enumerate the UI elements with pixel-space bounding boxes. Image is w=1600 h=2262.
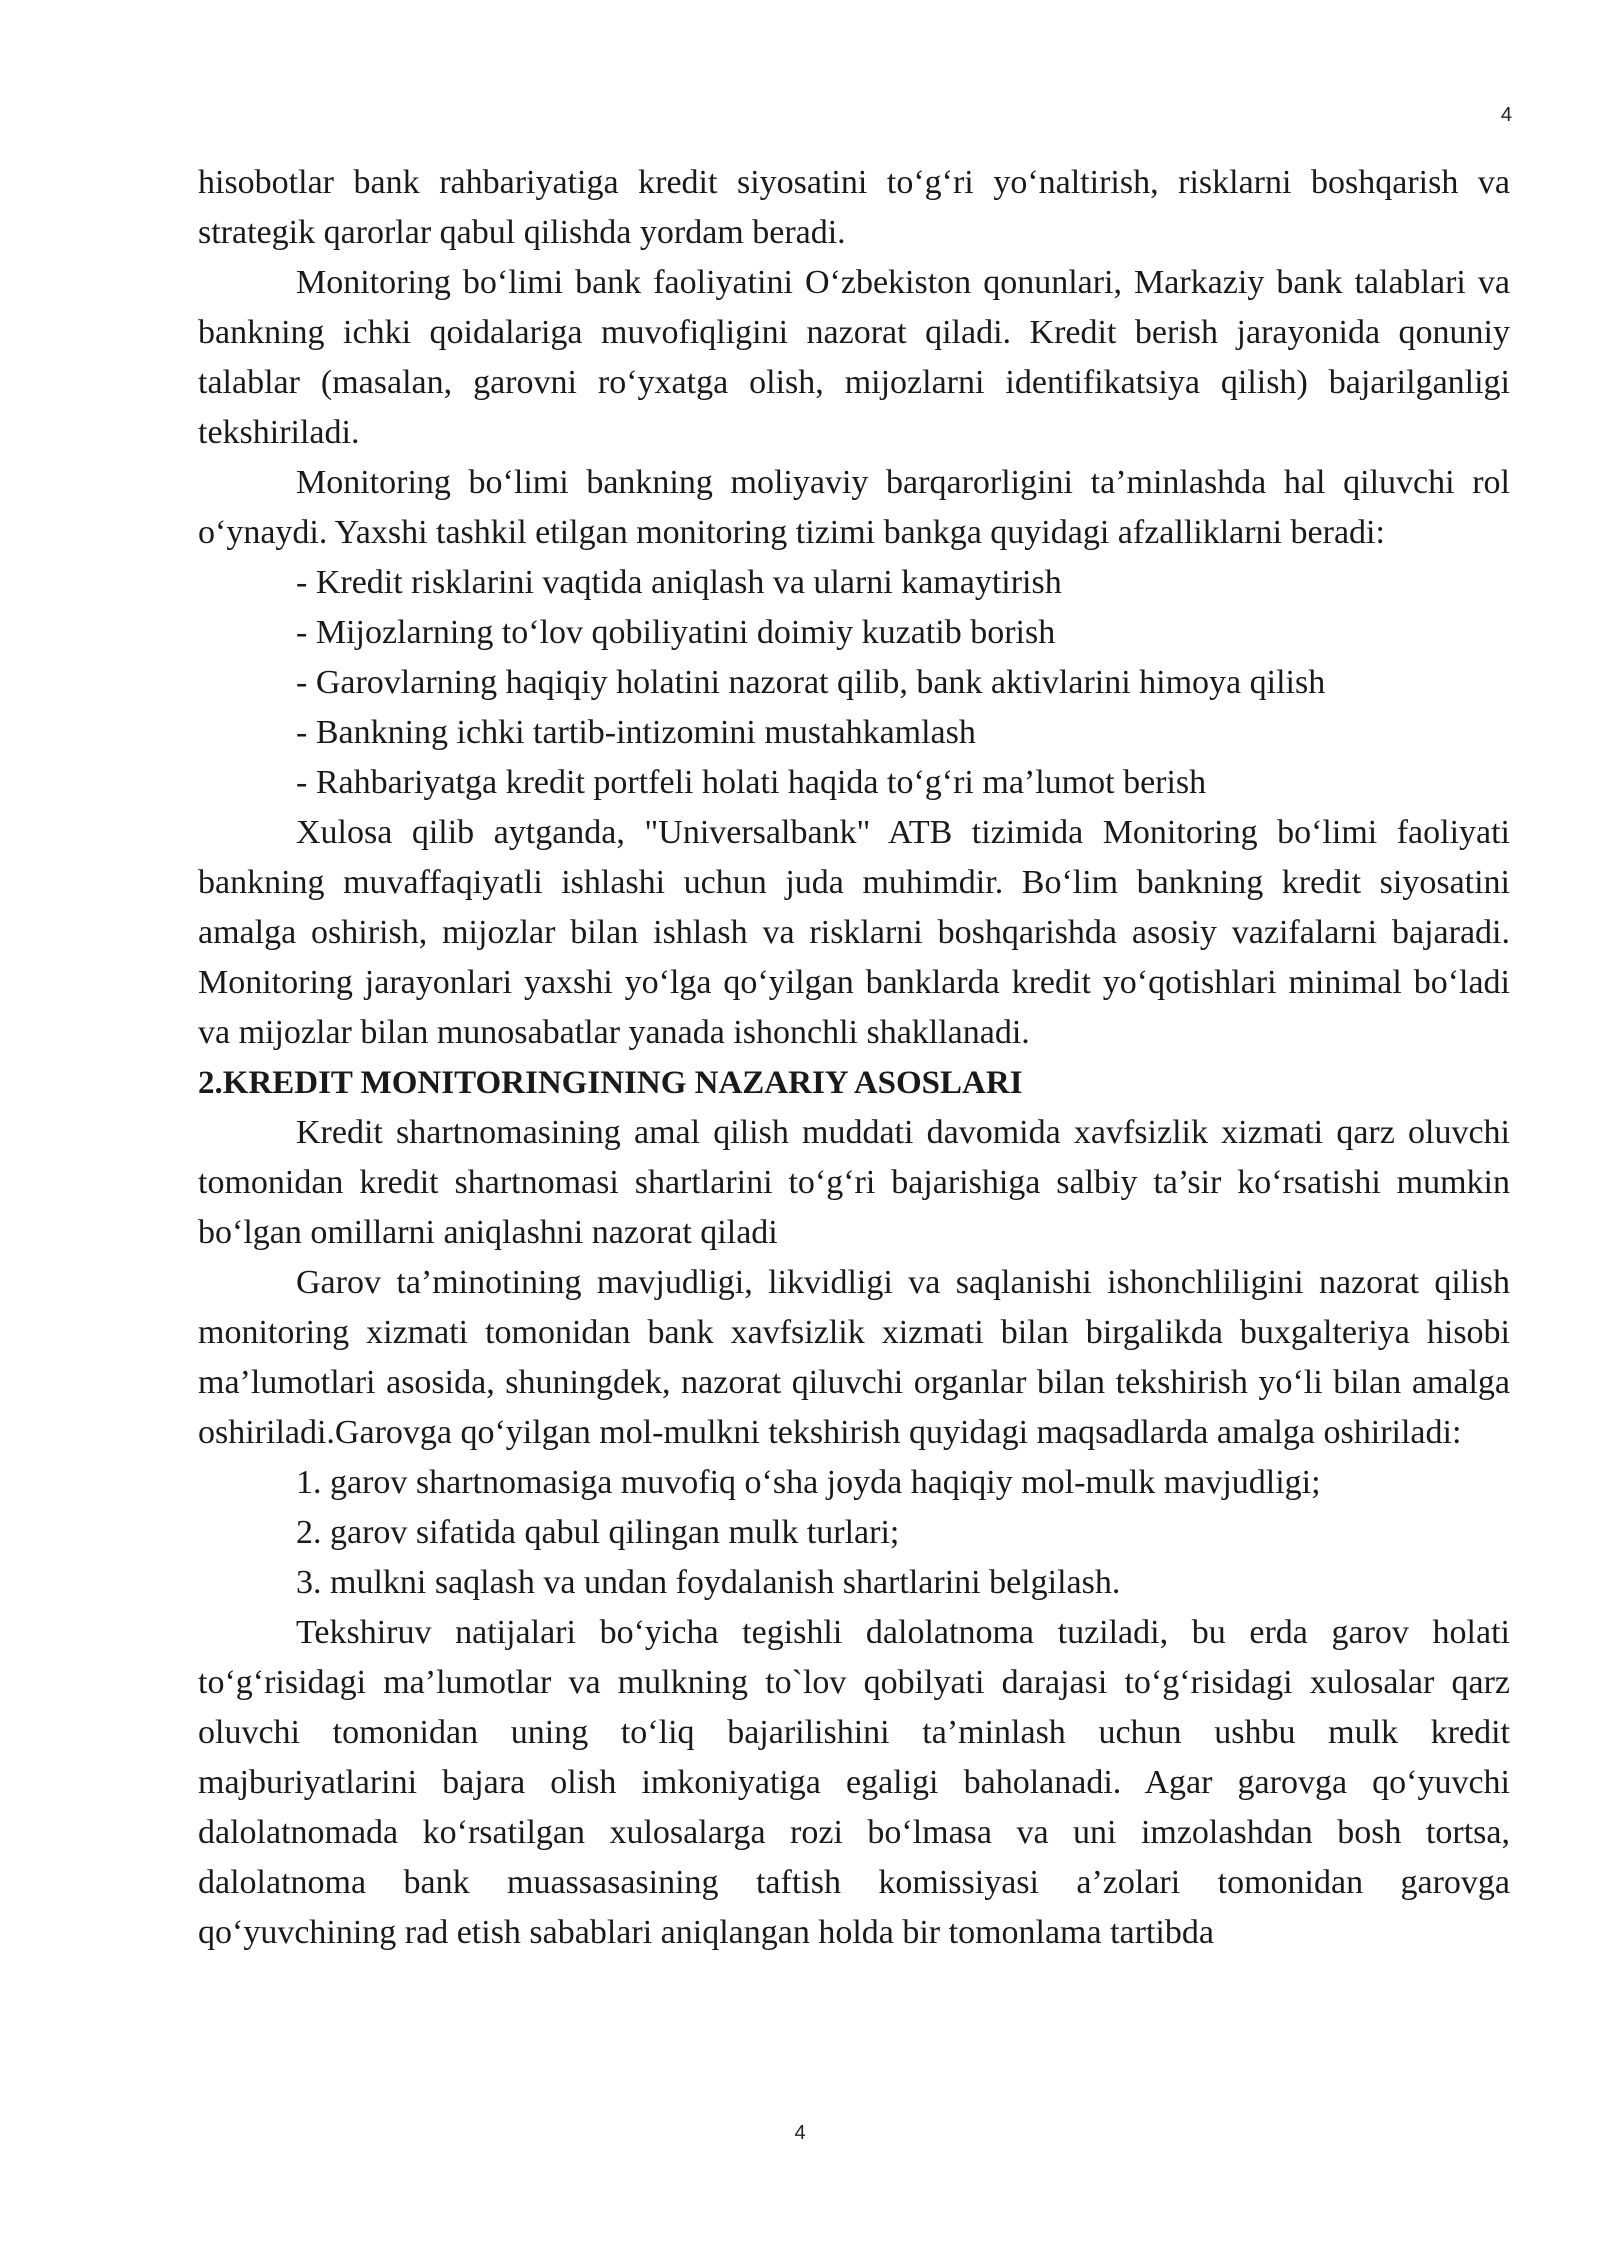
bullet-item-1: - Kredit risklarini vaqtida aniqlash va ularni kamaytirish xyxy=(296,564,1062,601)
paragraph-continuation: hisobotlar bank rahbariyatiga kredit siyosatini to‘g‘ri yo‘naltirish, risklarni boshqarish va strategik qarorlar qabul qilishda yordam beradi. xyxy=(198,164,1510,251)
paragraph-collateral-control: Garov ta’minotining mavjudligi, likvidligi va saqlanishi ishonchliligini nazorat qilish monitoring xizmati tomonidan bank xavfsizlik xizmati bilan birgalikda buxgalteriya hisobi ma’lumotlari asosida, shuningdek, nazorat qiluvchi organlar bilan tekshirish yo‘li bilan amalga oshiriladi.Garovga qo‘yilgan mol-mulkni tekshirish quyidagi maqsadlarda amalga oshiriladi: xyxy=(198,1264,1510,1451)
bullet-item-4: - Bankning ichki tartib-intizomini mustahkamlash xyxy=(296,714,976,751)
bullet-item-5: - Rahbariyatga kredit portfeli holati haqida to‘g‘ri ma’lumot berish xyxy=(296,764,1207,801)
numbered-item-1: 1. garov shartnomasiga muvofiq o‘sha joyda haqiqiy mol-mulk mavjudligi; xyxy=(296,1464,1321,1501)
paragraph-security-service: Kredit shartnomasining amal qilish muddati davomida xavfsizlik xizmati qarz oluvchi tomonidan kredit shartnomasi shartlarini to‘g‘ri bajarishiga salbiy ta’sir ko‘rsatishi mumkin bo‘lgan omillarni aniqlashni nazorat qiladi xyxy=(198,1114,1510,1251)
paragraph-conclusion: Xulosa qilib aytganda, "Universalbank" ATB tizimida Monitoring bo‘limi faoliyati bankning muvaffaqiyatli ishlashi uchun juda muhimdir. Bo‘lim bankning kredit siyosatini amalga oshirish, mijozlar bilan ishlash va risklarni boshqarishda asosiy vazifalarni bajaradi. Monitoring jarayonlari yaxshi yo‘lga qo‘yilgan banklarda kredit yo‘qotishlari minimal bo‘ladi va mijozlar bilan munosabatlar yanada ishonchli shakllanadi. xyxy=(198,814,1510,1051)
paragraph-stability: Monitoring bo‘limi bankning moliyaviy barqarorligini ta’minlashda hal qiluvchi rol o‘ynaydi. Yaxshi tashkil etilgan monitoring tizimi bankga quyidagi afzalliklarni beradi: xyxy=(198,464,1510,551)
paragraph-inspection-results: Tekshiruv natijalari bo‘yicha tegishli dalolatnoma tuziladi, bu erda garov holati to‘g‘risidagi ma’lumotlar va mulkning to`lov qobilyati darajasi to‘g‘risidagi xulosalar qarz oluvchi tomonidan uning to‘liq bajarilishini ta’minlash uchun ushbu mulk kredit majburiyatlarini bajara olish imkoniyatiga egaligi baholanadi. Agar garovga qo‘yuvchi dalolatnomada ko‘rsatilgan xulosalarga rozi bo‘lmasa va uni imzolashdan bosh tortsa, dalolatnoma bank muassasasining taftish komissiyasi a’zolari tomonidan garovga qo‘yuvchining rad etish sabablari aniqlangan holda bir tomonlama tartibda xyxy=(198,1614,1510,1951)
paragraph-compliance: Monitoring bo‘limi bank faoliyatini O‘zbekiston qonunlari, Markaziy bank talablari va bankning ichki qoidalariga muvofiqligini nazorat qiladi. Kredit berish jarayonida qonuniy talablar (masalan, garovni ro‘yxatga olish, mijozlarni identifikatsiya qilish) bajarilganligi tekshiriladi. xyxy=(198,264,1510,451)
section-heading: 2.KREDIT MONITORINGINING NAZARIY ASOSLARI xyxy=(198,1065,1023,1101)
numbered-item-2: 2. garov sifatida qabul qilingan mulk turlari; xyxy=(296,1514,900,1551)
bullet-item-2: - Mijozlarning to‘lov qobiliyatini doimiy kuzatib borish xyxy=(296,614,1056,651)
numbered-item-3: 3. mulkni saqlash va undan foydalanish shartlarini belgilash. xyxy=(296,1564,1121,1601)
page-number-top: 4 xyxy=(1500,104,1512,126)
bullet-item-3: - Garovlarning haqiqiy holatini nazorat qilib, bank aktivlarini himoya qilish xyxy=(296,664,1326,701)
document-body xyxy=(198,158,1510,1958)
page-number-bottom: 4 xyxy=(794,2122,806,2144)
